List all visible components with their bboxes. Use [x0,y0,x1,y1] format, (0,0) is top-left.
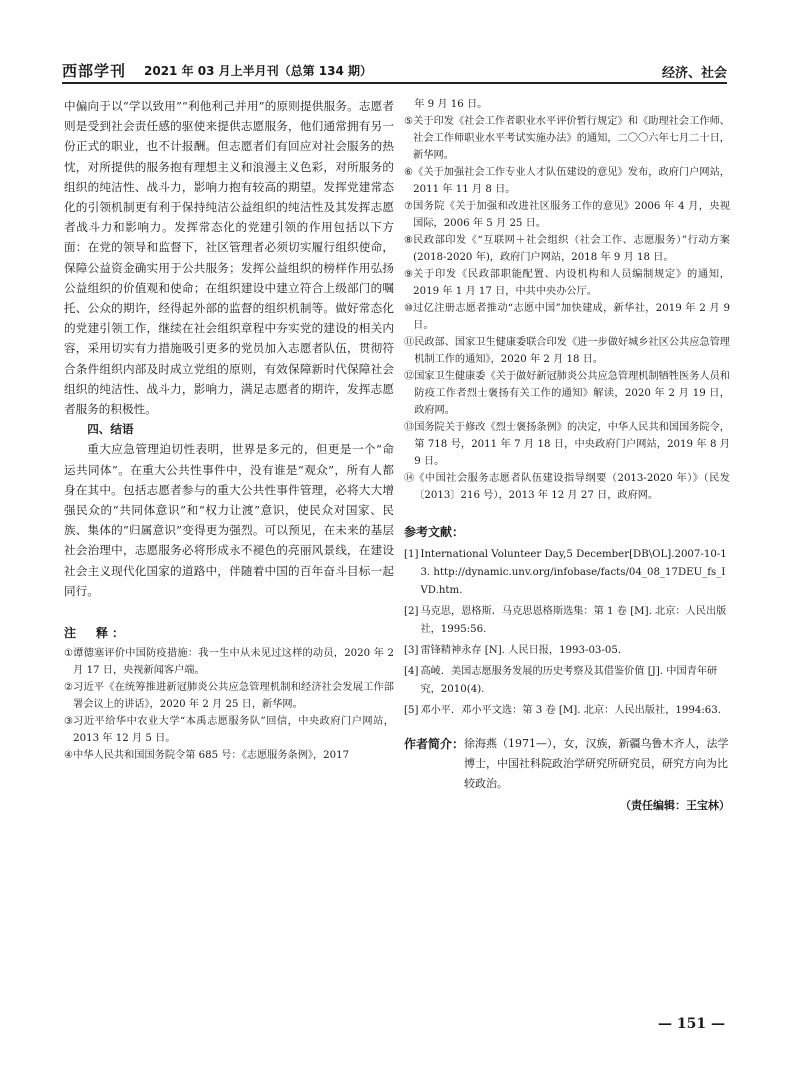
note-item [64,747,394,764]
note-text: 过亿注册志愿者推动“志愿中国”加快建成，新华社，2019 年 2 月 9 日。 [413,303,730,331]
note-text: 国家卫生健康委《关于做好新冠肺炎公共应急管理机制牺牲医务人员和防疫工作者烈士褒扬有关工作的通知》解读，2020 年 2 月 19 日，政府网。 [414,371,730,416]
note-item [404,368,730,419]
note-text: 《关于加强社会工作专业人才队伍建设的意见》发布，政府门户网站，2011 年 11 月 8 日。 [413,167,730,195]
page-header [62,56,727,82]
reference-text: 高崚．美国志愿服务发展的历史考察及其借鉴价值 [J]. 中国青年研究，2010(4). [420,666,718,696]
note-number: ⑨ [404,269,414,280]
note-number: ③ [64,716,74,728]
note-item [64,645,394,679]
journal-logo: 西部学刊 [62,62,127,80]
notes-title: 注 释： [64,626,129,641]
note-number: ⑥ [404,167,414,178]
note-text: 谭德塞评价中国防疫措施：我一生中从未见过这样的动员，2020 年 2 月 17 日，央视新闻客户端。 [73,648,394,677]
note-text: 习近平《在统筹推进新冠肺炎公共应急管理机制和经济社会发展工作部署会议上的讲话》，2020 年 2 月 25 日，新华网。 [73,682,394,711]
section-heading: 四、结语 [87,422,134,437]
reference-number: [5] [404,705,419,717]
author-text: 徐海燕（1971—），女，汉族，新疆乌鲁木齐人，法学博士，中国社科院政治学研究所研究员，研究方向为比较政治。 [464,737,729,791]
section-label: 经济、社会 [661,66,727,81]
note-number: ⑬ [404,422,415,433]
reference-text: 邓小平．邓小平文选：第 3 卷 [M]. 北京：人民出版社，1994:63. [420,705,721,717]
note-number: ① [64,648,74,660]
author-label: 作者简介： [404,737,465,752]
note-text: 《中国社会服务志愿者队伍建设指导纲要（2013-2020 年）》（民发〔2013〕216 号），2013 年 12 月 27 日，政府网。 [414,473,730,501]
note-number: ⑫ [404,371,415,382]
reference-item [404,663,730,699]
references-title: 参考文献： [404,525,465,539]
reference-number: [2] [404,606,419,618]
note-item [404,470,730,504]
note-text: 年 9 月 16 日。 [414,99,488,110]
note-text: 关于印发《社会工作者职业水平评价暂行规定》和《助理社会工作师、社会工作师职业水平考试实施办法》的通知，二〇〇六年七月二十日，新华网。 [413,116,730,161]
reference-text: 马克思，恩格斯．马克思恩格斯选集：第 1 卷 [M]. 北京：人民出版社，1995:56. [420,606,727,636]
note-text: 国务院《关于加强和改进社区服务工作的意见》2006 年 4 月，央视国际，2006 年 5 月 25 日。 [413,201,730,229]
note-text: 民政部、国家卫生健康委联合印发《进一步做好城乡社区公共应急管理机制工作的通知》，2020 年 2 月 18 日。 [414,337,730,365]
page-number: — 151 — [658,1016,725,1032]
note-text: 国务院关于修改《烈士褒扬条例》的决定，中华人民共和国国务院令，第 718 号，2011 年 7 月 18 日，中央政府门户网站，2019 年 8 月 9 日。 [414,422,730,467]
note-number: ⑪ [404,337,415,348]
reference-item [404,642,730,660]
responsible-editor: （责任编辑：王宝林） [620,799,730,813]
note-text: 关于印发《民政部职能配置、内设机构和人员编制规定》的通知，2019 年 1 月 17 日，中共中央办公厅。 [413,269,730,297]
reference-number: [4] [404,666,419,678]
note-item [404,334,730,368]
note-item [404,232,730,266]
note-number: ⑦ [404,201,414,212]
note-item [404,164,730,198]
reference-number: [1] [404,549,419,561]
note-number: ⑩ [404,303,414,314]
reference-item [404,702,730,720]
body-paragraph-1: 中偏向于以“学以致用”“利他利己并用”的原则提供服务。志愿者则是受到社会责任感的驱使来提供志愿服务，他们通常拥有另一份正式的职业，也不计报酬。但志愿者们有回应对社会服务的热忱，对所提供的服务抱有理想主义和浪漫主义色彩，对所服务的组织的纯洁性、战斗力，影响力抱有较高的期望。发挥党建常态化的引领机制更有利于保持纯洁公益组织的纯洁性及其发挥志愿者战斗力和影响力。发挥常态化的党建引领的作用包括以下方面：在党的领导和监督下，社区管理者必须切实履行组织使命，保障公益资金确实用于公共服务；发挥公益组织的榜样作用弘扬公益组织的价值观和使命；在组织建设中建立符合上级部门的嘱托、公众的期许，经得起外部的监督的组织机制等。做好常态化的党建引领工作，继续在社会组织章程中夯实党的建设的相关内容，采用切实有力措施吸引更多的党员加入志愿者队伍，贯彻符合条件组织内部及时成立党组的原则，有效保障新时代保障社会组织的纯洁性、战斗力，影响力，满足志愿者的期许，发挥志愿者服务的积极性。 [64,99,394,417]
note-number: ② [64,682,74,694]
reference-text: 雷锋精神永存 [N]. 人民日报，1993-03-05. [420,645,622,657]
note-item [64,713,394,747]
note-number: ④ [64,750,74,762]
note-item [404,96,730,113]
left-column [64,96,394,764]
note-item [404,113,730,164]
note-text: 民政部印发《“互联网＋社会组织（社会工作、志愿服务）”行动方案(2018-2020 年)，政府门户网站，2018 年 9 月 18 日。 [413,235,730,263]
reference-number: [3] [404,645,419,657]
issue-info: 2021 年 03 月上半月刊（总第 134 期） [144,64,373,78]
note-number: ⑤ [404,116,414,127]
note-number: ⑭ [404,473,415,484]
body-paragraph-2: 重大应急管理迫切性表明，世界是多元的，但更是一个“命运共同体”。在重大公共性事件中，没有谁是“观众”，所有人都身在其中。包括志愿者参与的重大公共性事件管理，必将大大增强民众的“共同体意识”和“权力让渡”意识，使民众对国家、民族、集体的“归属意识”变得更为强烈。可以预见，在未来的基层社会治理中，志愿服务必将形成永不褪色的亮丽风景线，在建设社会主义现代化国家的道路中，伴随着中国的百年奋斗目标一起同行。 [64,442,394,598]
note-item [404,419,730,470]
reference-text: International Volunteer Day,5 December[DB\OL].2007-10-13. http://dynamic.unv.org/infobase/facts/04_08_17DEU_fs_IVD.htm. [420,549,727,597]
note-item [404,198,730,232]
note-number: ⑧ [404,235,414,246]
reference-item [404,546,730,600]
header-rule [62,82,727,84]
reference-item [404,603,730,639]
right-column [404,96,730,816]
note-item [404,300,730,334]
note-text: 中华人民共和国国务院令第 685 号：《志愿服务条例》，2017 [73,750,350,762]
note-text: 习近平给华中农业大学“本禹志愿服务队”回信，中央政府门户网站，2013 年 12 月 5 日。 [73,716,394,745]
author-info [404,734,730,794]
note-item [64,679,394,713]
note-item [404,266,730,300]
